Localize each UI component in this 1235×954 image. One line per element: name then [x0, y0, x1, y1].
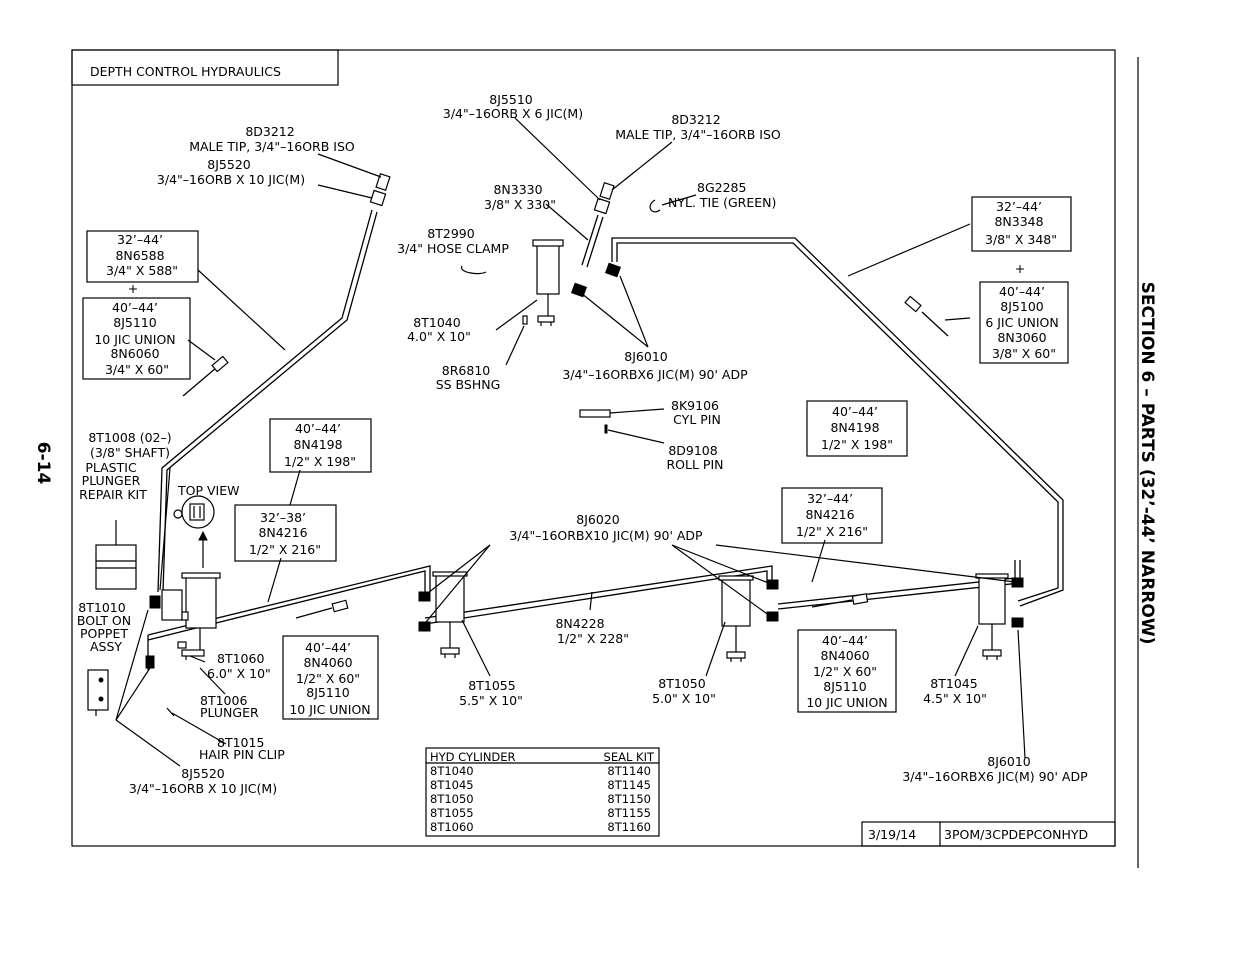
svg-text:40’–44’ 8N4060 1/2: 40’–44’ 8N4060 1/2" X 60" 8J5110 10 JIC UNION: [289, 640, 371, 717]
cylinder-8t1055: [419, 572, 467, 658]
table-cell: 8T1140: [607, 764, 651, 778]
label-8k9106: 8K9106 CYL PIN: [671, 398, 721, 427]
roll-pin-icon: [605, 425, 607, 433]
title-block-drawing-id: 3POM/3CPDEPCONHYD: [944, 827, 1089, 842]
table-cell: 8T1040: [430, 764, 474, 778]
label-8d3212-right: 8D3212 MALE TIP, 3/4"–16ORB ISO: [615, 112, 781, 142]
cyl-pin-icon: [580, 410, 610, 417]
label-8j6020: 8J6020 3/4"–16ORBX10 JIC(M) 90' ADP: [509, 512, 703, 543]
box-8n4198-right: [807, 401, 907, 456]
hose-8n4228: [425, 566, 772, 618]
label-8t1008: 8T1008 (02–) (3/8" SHAFT) PLASTIC PLUNGER REPAIR KIT: [79, 430, 172, 502]
box-8n4198-left: [270, 419, 371, 472]
plus-sign-right: +: [1014, 261, 1026, 276]
table-cell: 8T1050: [430, 792, 474, 806]
label-8d3212-left: 8D3212 MALE TIP, 3/4"–16ORB ISO: [189, 124, 355, 154]
box-8n4216-left: [235, 505, 336, 561]
label-8t1015: 8T1015 HAIR PIN CLIP: [199, 735, 285, 762]
svg-text:32’–44’ 8N6588 3/4: 32’–44’ 8N6588 3/4" X 588": [106, 232, 178, 278]
box-8n4060-right: [798, 630, 896, 712]
box-8n4216-right: [782, 488, 882, 543]
male-tip-coupler-left: [370, 174, 389, 206]
label-8j5520-top: 8J5520 3/4"–16ORB X 10 JIC(M): [156, 157, 306, 187]
table-cell: 8T1160: [607, 820, 651, 834]
svg-text:32’–38’ 8N4216 1/2: 32’–38’ 8N4216 1/2" X 216": [249, 510, 321, 557]
hair-pin-clip-icon: [167, 708, 174, 716]
plus-sign-left: +: [127, 281, 139, 296]
table-header-cylinder: HYD CYLINDER: [430, 750, 516, 764]
label-top-view: TOP VIEW: [178, 483, 240, 498]
svg-text:40’–44’ 8N4060 1/2: 40’–44’ 8N4060 1/2" X 60" 8J5110 10 JIC UNION: [806, 633, 888, 710]
label-8t2990: 8T2990 3/4" HOSE CLAMP: [397, 226, 509, 256]
svg-text:32’–44’ 8N4216 1/2: 32’–44’ 8N4216 1/2" X 216": [796, 491, 868, 539]
nylon-tie-icon: [650, 200, 660, 212]
top-view-icon: [174, 496, 214, 568]
poppet-assy-icon: [88, 670, 108, 716]
seal-kit-table: [426, 748, 659, 836]
svg-text:32’–44’ 8N3348 3/8: 32’–44’ 8N3348 3/8" X 348": [985, 199, 1057, 247]
union-8j5100: [905, 296, 948, 336]
label-8t1010: 8T1010 BOLT ON POPPET ASSY: [76, 600, 132, 654]
page-number: 6-14: [33, 441, 53, 485]
table-cell: 8T1055: [430, 806, 474, 820]
label-8n4228: 8N4228 1/2" X 228": [555, 616, 629, 646]
repair-kit-icon: [96, 545, 136, 589]
svg-text:40’–44’ 8J5110 10: 40’–44’ 8J5110 10 JIC UNION 8N6060 3/4" X 60": [94, 300, 176, 377]
label-8t1050: 8T1050 5.0" X 10": [652, 676, 716, 706]
cylinder-8t1045: [976, 574, 1023, 660]
label-8t1045: 8T1045 4.5" X 10": [923, 676, 987, 706]
label-8j6010-top: 8J6010 3/4"–16ORBX6 JIC(M) 90' ADP: [562, 349, 748, 382]
svg-text:40’–44’ 8N4198 1/2: 40’–44’ 8N4198 1/2" X 198": [284, 421, 356, 469]
label-8j6010-bottom: 8J6010 3/4"–16ORBX6 JIC(M) 90' ADP: [902, 754, 1088, 784]
box-8j5100: [980, 282, 1068, 363]
table-cell: 8T1045: [430, 778, 474, 792]
label-8t1006: 8T1006 PLUNGER: [200, 693, 259, 720]
box-8n3348: [972, 197, 1071, 251]
label-8t1040: 8T1040 4.0" X 10": [407, 315, 471, 344]
table-header-seal-kit: SEAL KIT: [603, 750, 654, 764]
label-8j5510: 8J5510 3/4"–16ORB X 6 JIC(M): [442, 92, 584, 121]
cylinder-8t1060: [146, 573, 220, 668]
label-8r6810: 8R6810 SS BSHNG: [435, 363, 501, 392]
svg-text:40’–44’ 8N4198 1/2: 40’–44’ 8N4198 1/2" X 198": [821, 404, 893, 452]
table-cell: 8T1150: [607, 792, 651, 806]
box-8j5110-left: [83, 298, 190, 379]
hose-clamp-icon: [461, 266, 486, 274]
label-8d9108: 8D9108 ROLL PIN: [666, 443, 724, 472]
label-8j5520-bottom: 8J5520 3/4"–16ORB X 10 JIC(M): [128, 766, 278, 796]
union-8n4060-right: [812, 594, 868, 607]
drawing-title: DEPTH CONTROL HYDRAULICS: [90, 64, 281, 79]
box-8n6588: [87, 231, 198, 282]
table-cell: 8T1060: [430, 820, 474, 834]
section-title: SECTION 6 – PARTS (32’-44’ NARROW): [1137, 281, 1157, 645]
title-block-date: 3/19/14: [868, 827, 917, 842]
svg-text:40’–44’ 8J5100 6 J: 40’–44’ 8J5100 6 JIC UNION 8N3060 3/8" X 60": [985, 284, 1059, 361]
label-8g2285: 8G2285 NYL. TIE (GREEN): [668, 180, 777, 210]
label-8t1060: 8T1060 6.0" X 10": [207, 651, 271, 681]
label-8t1055: 8T1055 5.5" X 10": [459, 678, 523, 708]
box-8n4060-left: [283, 636, 378, 719]
table-cell: 8T1145: [607, 778, 651, 792]
table-cell: 8T1155: [607, 806, 651, 820]
union-8n4060-left: [296, 600, 348, 618]
label-8n3330: 8N3330 3/8" X 330": [484, 182, 556, 212]
cylinder-8t1050: [719, 576, 778, 662]
